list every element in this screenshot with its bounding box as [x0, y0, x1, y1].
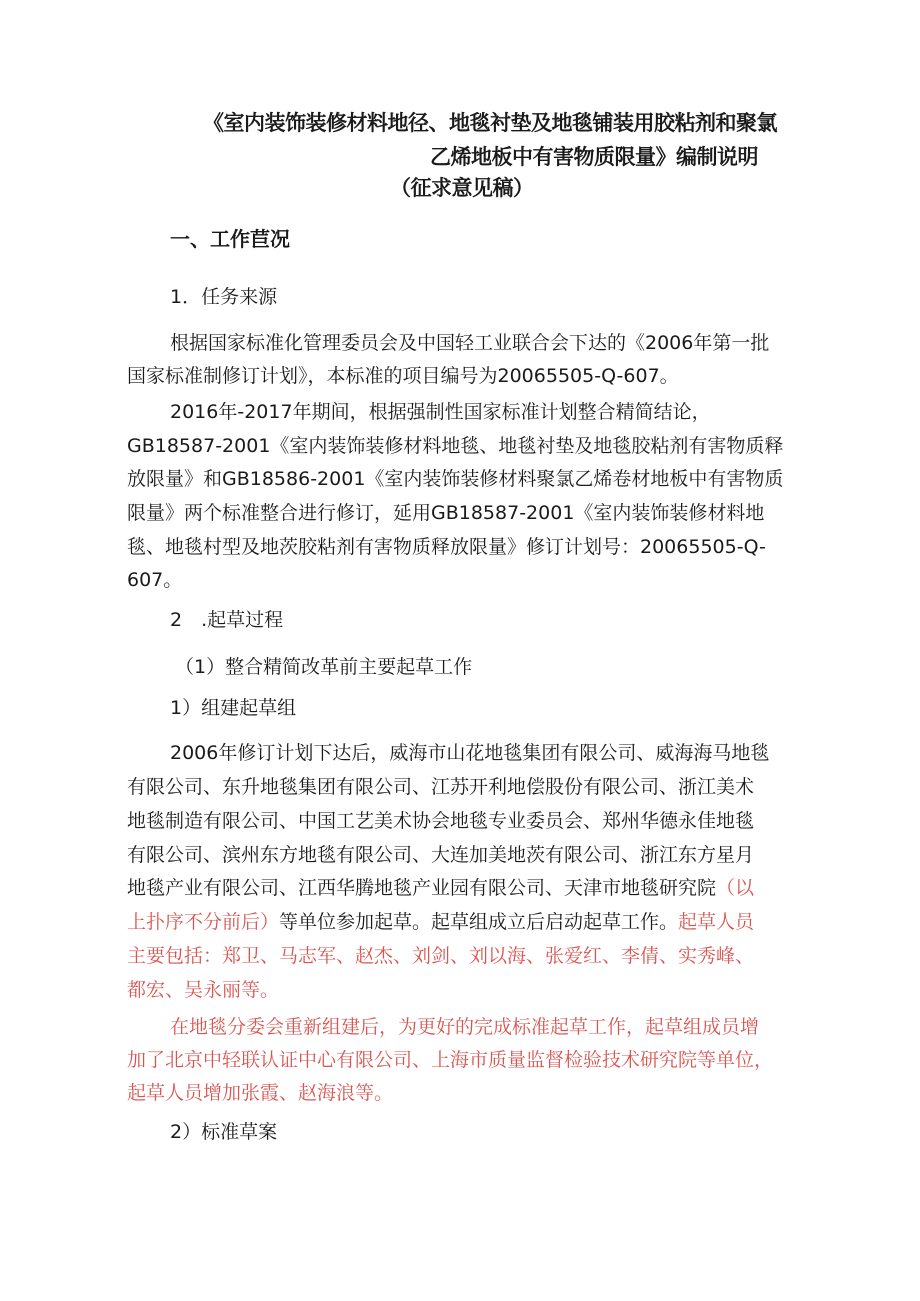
highlighted-paragraph-line: 主要包括：郑卫、马志军、赵杰、刘剑、刘以海、张爱红、李倩、实秀峰、	[127, 945, 755, 967]
highlighted-paragraph-line: 都宏、吴永丽等。	[127, 979, 280, 1001]
item-heading-standard-draft: 2）标准草案	[170, 1121, 278, 1143]
paragraph-line: 2006年修订计划下达后，威海市山花地毯集团有限公司、威海海马地毯	[170, 742, 770, 764]
paragraph-line	[127, 910, 754, 934]
section-heading-1: 一、工作苣况	[170, 227, 290, 251]
item-heading-form-drafting-group: 1）组建起草组	[170, 697, 297, 719]
doc-title-line-3: （征求意见稿）	[390, 176, 534, 200]
paragraph-line: 有限公司、滨州东方地毯有限公司、大连加美地茨有限公司、浙江东方星月	[127, 844, 755, 866]
subsection-heading-drafting-process: 2 .起草过程	[170, 609, 284, 631]
paragraph-text: 地毯产业有限公司、江西华腾地毯产业园有限公司、天津市地毯研究院	[127, 877, 717, 899]
doc-title-line-2: 乙烯地板中有害物质限量》编制说明	[430, 145, 758, 169]
paragraph-line: GB18587-2001《室内装饰装修材料地毯、地毯衬垫及地毯胶粘剂有害物质释	[127, 435, 784, 457]
paragraph-line: 有限公司、东升地毯集团有限公司、江苏开利地偿股份有限公司、浙江美术	[127, 776, 755, 798]
paragraph-text: 等单位参加起草。起草组成立后启动起草工作。	[279, 911, 679, 933]
paragraph-line	[127, 876, 754, 900]
doc-title-line-1: 《室内装饰装修材料地径、地毯衬垫及地毯铺装用胶粘剂和聚氯	[203, 111, 777, 135]
item-heading-pre-reform-drafting: （1）整合精简改革前主要起草工作	[175, 656, 473, 678]
paragraph-line: 限量》两个标准整合进行修订，延用GB18587-2001《室内装饰装修材料地	[127, 502, 765, 524]
highlighted-paragraph-line: 加了北京中轻联认证中心有限公司、上海市质量监督检验技术研究院等单位，	[127, 1049, 774, 1071]
paragraph-line: 2016年-2017年期间，根据强制性国家标准计划整合精简结论，	[170, 401, 711, 423]
paragraph-line: 607。	[127, 569, 183, 591]
paragraph-line: 国家标准制修订计划》，本标准的项目编号为20065505-Q-607。	[127, 365, 679, 387]
paragraph-line: 地毯制造有限公司、中国工艺美术协会地毯专业委员会、郑州华德永佳地毯	[127, 810, 755, 832]
highlighted-paragraph-line: 在地毯分委会重新组建后，为更好的完成标准起草工作，起草组成员增	[170, 1016, 760, 1038]
highlighted-paragraph-line: 起草人员增加张霞、赵海浪等。	[127, 1082, 394, 1104]
highlighted-text: 上扑序不分前后）	[127, 911, 280, 933]
highlighted-text: （以	[716, 877, 755, 899]
paragraph-line: 根据国家标准化管理委员会及中国轻工业联合会下达的《2006年第一批	[170, 332, 770, 354]
paragraph-line: 毯、地毯村型及地茨胶粘剂有害物质释放限量》修订计划号：20065505-Q-	[127, 536, 766, 558]
subsection-heading-task-source: 1．任务来源	[170, 286, 278, 308]
paragraph-line: 放限量》和GB18586-2001《室内装饰装修材料聚氯乙烯卷材地板中有害物质	[127, 468, 784, 490]
highlighted-text: 起草人员	[678, 911, 755, 933]
